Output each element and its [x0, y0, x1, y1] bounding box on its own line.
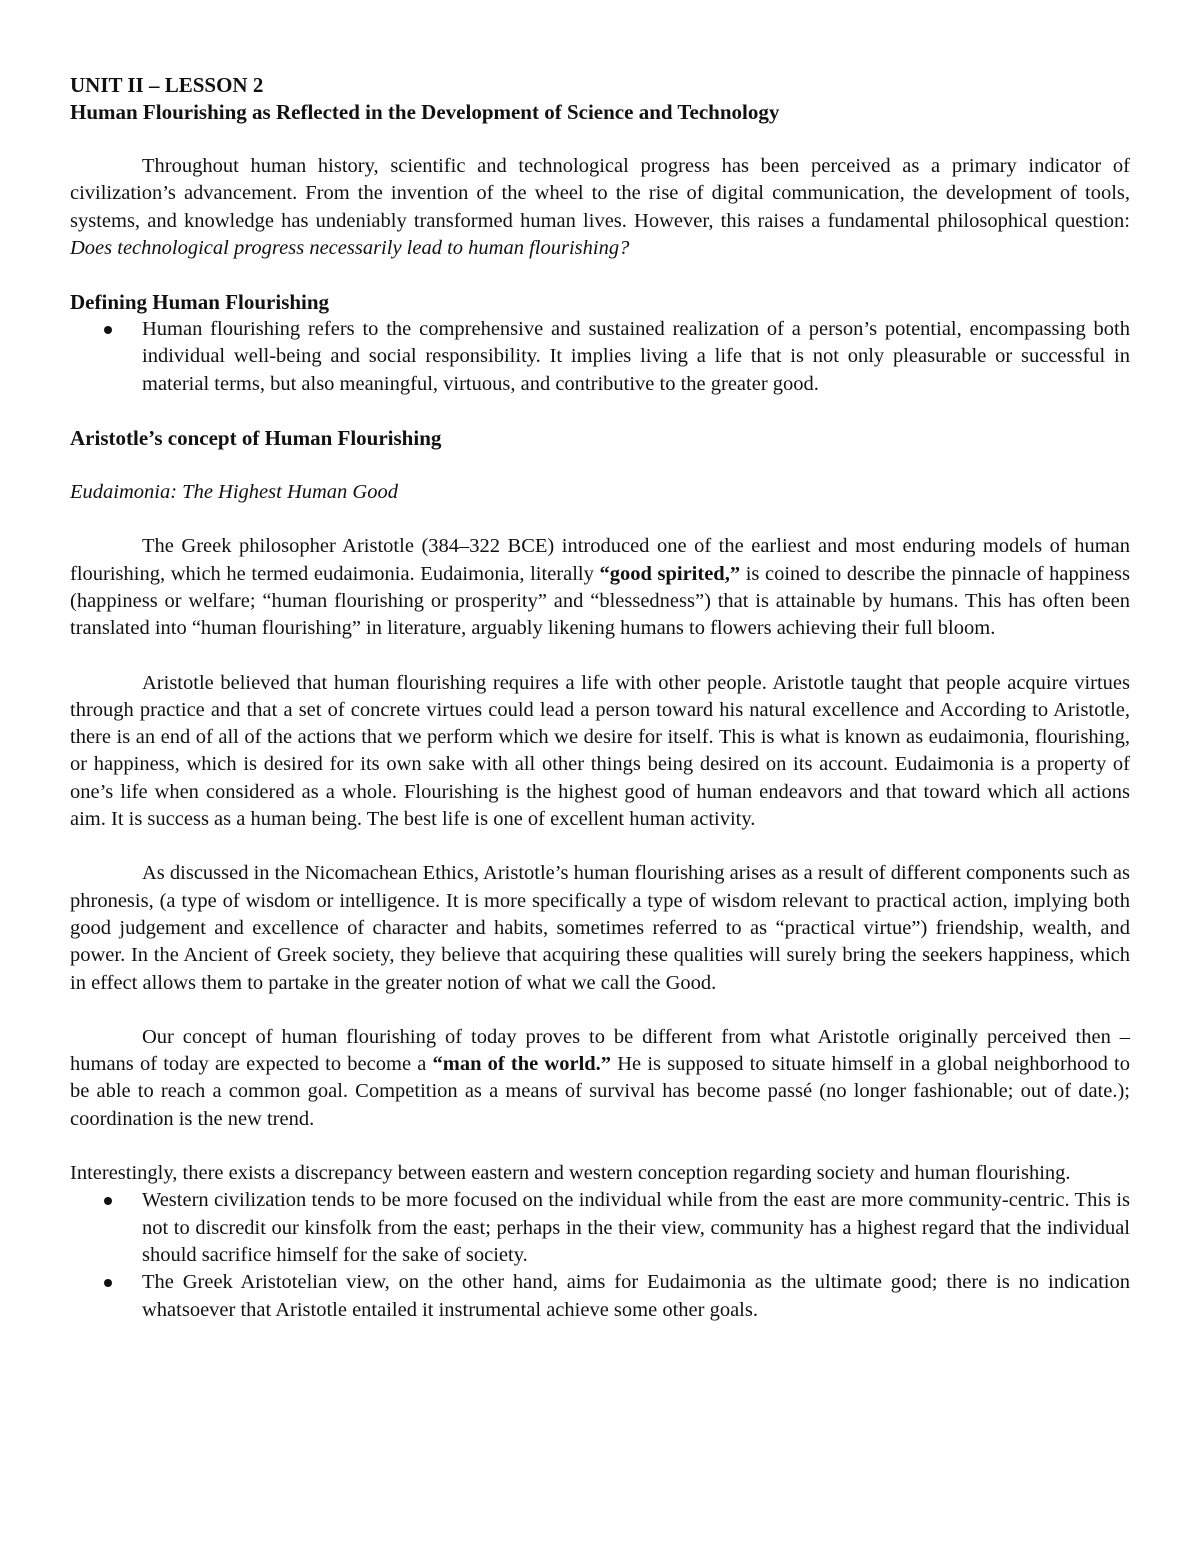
aristotle-paragraph-2: Aristotle believed that human flourishing requires a life with other people. Aristotle taught that people acquire virtues through practice and that a set of concrete virtues could lead a person toward his natural excellence and According to Aristotle, there is an end of all of the actions that we perform which we desire for itself. This is what is known as eudaimonia, flourishing, or happiness, which is desired for its own sake with all other things being desired on its account. Eudaimonia is a property of one’s life when considered as a whole. Flourishing is the highest good of human endeavors and that toward which all actions aim. It is success as a human being. The best life is one of excellent human activity. — [70, 671, 1130, 831]
good-spirited-term: “good spirited,” — [599, 562, 741, 585]
bullet-icon — [104, 1279, 112, 1287]
unit-title: UNIT II – LESSON 2 — [70, 73, 264, 97]
discrepancy-list — [70, 1187, 1130, 1323]
defining-heading: Defining Human Flourishing — [70, 290, 330, 315]
discrepancy-paragraph: Interestingly, there exists a discrepancy between eastern and western conception regarding society and human flourishing. — [70, 1162, 1071, 1185]
aristotle-paragraph-4: Our concept of human flourishing of today proves to be different from what Aristotle originally perceived then – humans of today are expected to become a “man of the world.” He is supposed to situate himself in a global neighborhood to be able to reach a common goal. Competition as a means of survival has become passé (no longer fashionable; out of date.); coordination is the new trend. — [70, 1025, 1130, 1130]
list-item: Western civilization tends to be more focused on the individual while from the east are more community-centric. This is not to discredit our kinsfolk from the east; perhaps in the their view, community has a highest regard that the individual should sacrifice himself for the sake of society. — [70, 1187, 1130, 1269]
aristotle-heading: Aristotle’s concept of Human Flourishing — [70, 426, 442, 451]
intro-question: Does technological progress necessarily lead to human flourishing? — [70, 236, 630, 259]
intro-text: Throughout human history, scientific and technological progress has been perceived as a primary indicator of civilization’s advancement. From the invention of the wheel to the rise of digital communication, the development of tools, systems, and knowledge has undeniably transformed human lives. However, this raises a fundamental philosophical question: — [70, 155, 1130, 232]
intro-paragraph — [70, 153, 1130, 262]
man-of-the-world-term: “man of the world.” — [432, 1053, 612, 1076]
list-item: The Greek Aristotelian view, on the other hand, aims for Eudaimonia as the ultimate good; there is no indication whatsoever that Aristotle entailed it instrumental achieve some other goals. — [70, 1269, 1130, 1324]
bullet-icon — [104, 326, 112, 334]
bullet-icon — [104, 1197, 112, 1205]
lesson-title: Human Flourishing as Reflected in the Development of Science and Technology — [70, 100, 780, 124]
eudaimonia-subtitle: Eudaimonia: The Highest Human Good — [70, 481, 398, 504]
defining-list — [70, 316, 1130, 398]
aristotle-paragraph-1: The Greek philosopher Aristotle (384–322 BCE) introduced one of the earliest and most enduring models of human flourishing, which he termed eudaimonia. Eudaimonia, literally “good spirited,” is coined to describe the pinnacle of happiness (happiness or welfare; “human flourishing or prosperity” and “blessedness”) that is attainable by humans. This has often been translated into “human flourishing” in literature, arguably likening humans to flowers achieving their full bloom. — [70, 535, 1130, 640]
aristotle-paragraph-3: As discussed in the Nicomachean Ethics, Aristotle’s human flourishing arises as a result of different components such as phronesis, (a type of wisdom or intelligence. It is more specifically a type of wisdom relevant to practical action, implying both good judgement and excellence of character and habits, sometimes referred to as “practical virtue”) friendship, wealth, and power. In the Ancient of Greek society, they believe that acquiring these qualities will surely bring the seekers happiness, which in effect allows them to partake in the greater notion of what we call the Good. — [70, 862, 1130, 994]
list-item: Human flourishing refers to the comprehensive and sustained realization of a person’s potential, encompassing both individual well-being and social responsibility. It implies living a life that is not only pleasurable or successful in material terms, but also meaningful, virtuous, and contributive to the greater good. — [70, 316, 1130, 398]
